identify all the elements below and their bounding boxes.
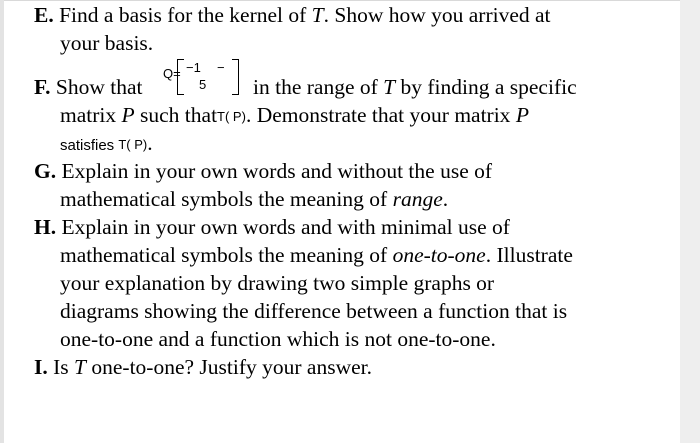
question-i-line-1: I. Is T one-to-one? Justify your answer. <box>34 355 372 379</box>
top-border <box>0 0 680 1</box>
formula-t-of-p: T( P) <box>217 109 246 124</box>
question-f-line-1b: in the range of T by finding a specific <box>253 75 577 99</box>
matrix-q-bottom: 5 <box>199 77 207 92</box>
formula-t-of-p-2: T( P) <box>118 137 148 152</box>
right-scroll-gutter <box>680 0 700 443</box>
question-h-line-2: mathematical symbols the meaning of one-to-one. Illustrate <box>60 243 573 267</box>
question-f-line-1a: F. Show that <box>34 75 143 99</box>
matrix-q-top: −1 <box>186 60 201 75</box>
matrix-q-dash: − <box>217 60 225 75</box>
question-h-label: H. <box>34 215 57 239</box>
question-g-line-2: mathematical symbols the meaning of range. <box>60 187 449 211</box>
question-g-line-1: G. Explain in your own words and without the use of <box>34 159 493 183</box>
matrix-q-label: Q= <box>163 66 181 81</box>
matrix-left-bracket <box>177 59 184 95</box>
question-g-label: G. <box>34 159 57 183</box>
question-e-label: E. <box>34 3 54 27</box>
question-f-line-3: satisfies T( P). <box>60 131 153 155</box>
question-f-line-2: matrix P such thatT( P). Demonstrate that your matrix P <box>60 103 529 127</box>
question-e-line-1: E. Find a basis for the kernel of T. Show how you arrived at <box>34 3 551 27</box>
question-h-line-5: one-to-one and a function which is not one-to-one. <box>60 327 496 351</box>
question-h-line-1: H. Explain in your own words and with minimal use of <box>34 215 510 239</box>
left-border <box>0 0 4 443</box>
question-i-label: I. <box>34 355 48 379</box>
question-f-label: F. <box>34 75 51 99</box>
question-h-line-4: diagrams showing the difference between a function that is <box>60 299 568 323</box>
question-h-line-3: your explanation by drawing two simple graphs or <box>60 271 495 295</box>
matrix-right-bracket <box>232 59 239 95</box>
question-e-line-2: your basis. <box>60 31 154 55</box>
